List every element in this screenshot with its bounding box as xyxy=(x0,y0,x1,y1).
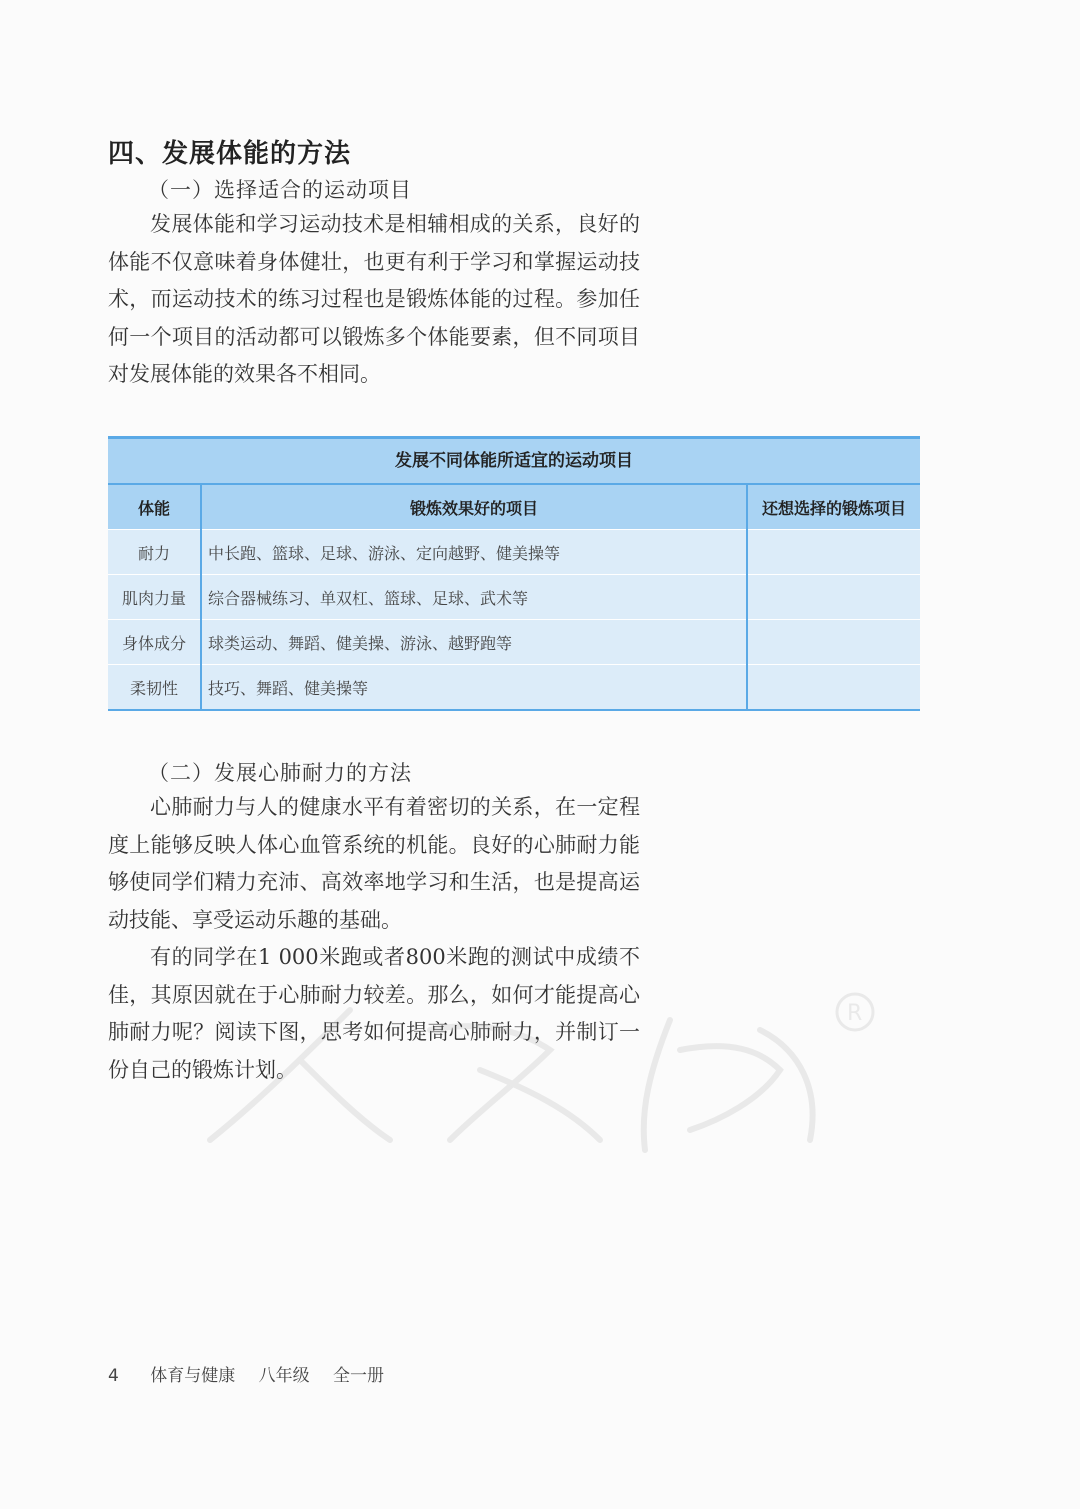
book-title: 体育与健康 xyxy=(150,1366,236,1386)
cell-extra[interactable] xyxy=(747,620,920,665)
cell-fitness: 肌肉力量 xyxy=(108,575,201,620)
cell-fitness: 柔韧性 xyxy=(108,665,201,710)
header-items: 锻炼效果好的项目 xyxy=(201,485,747,530)
page-footer xyxy=(108,1361,402,1386)
table-row xyxy=(108,530,920,575)
subsection-title-1: （一）选择适合的运动项目 xyxy=(148,178,412,202)
cell-items: 技巧、舞蹈、健美操等 xyxy=(201,665,747,710)
paragraph-2: 心肺耐力与人的健康水平有着密切的关系，在一定程度上能够反映人体心血管系统的机能。良好的心肺耐力能够使同学们精力充沛、高效率地学习和生活，也是提高运动技能、享受运动乐趣的基础。 xyxy=(108,795,640,932)
section-title: 四、发展体能的方法 xyxy=(108,139,352,169)
book-grade: 八年级 xyxy=(258,1366,310,1386)
paragraph-1: 发展体能和学习运动技术是相辅相成的关系，良好的体能不仅意味着身体健壮，也更有利于学习和掌握运动技术，而运动技术的练习过程也是锻炼体能的过程。参加任何一个项目的活动都可以锻炼多个体能要素，但不同项目对发展体能的效果各不相同。 xyxy=(108,212,640,386)
table-caption: 发展不同体能所适宜的运动项目 xyxy=(108,439,920,485)
header-extra: 还想选择的锻炼项目 xyxy=(747,485,920,530)
subsection-title-2: （二）发展心肺耐力的方法 xyxy=(148,761,412,785)
cell-items: 球类运动、舞蹈、健美操、游泳、越野跑等 xyxy=(201,620,747,665)
svg-text:R: R xyxy=(847,1001,863,1026)
cell-extra[interactable] xyxy=(747,575,920,620)
cell-items: 中长跑、篮球、足球、游泳、定向越野、健美操等 xyxy=(201,530,747,575)
header-fitness: 体能 xyxy=(108,485,201,530)
cell-extra[interactable] xyxy=(747,665,920,710)
table-grid xyxy=(108,485,920,709)
cell-items: 综合器械练习、单双杠、篮球、足球、武术等 xyxy=(201,575,747,620)
table-row xyxy=(108,620,920,665)
fitness-table xyxy=(108,436,920,711)
cell-extra[interactable] xyxy=(747,530,920,575)
table-header-row xyxy=(108,485,920,530)
page-number: 4 xyxy=(108,1366,119,1386)
table-row xyxy=(108,665,920,710)
cell-fitness: 耐力 xyxy=(108,530,201,575)
table-row xyxy=(108,575,920,620)
book-volume: 全一册 xyxy=(333,1366,385,1386)
cell-fitness: 身体成分 xyxy=(108,620,201,665)
paragraph-3: 有的同学在1 000米跑或者800米跑的测试中成绩不佳，其原因就在于心肺耐力较差。那么，如何才能提高心肺耐力呢？阅读下图，思考如何提高心肺耐力，并制订一份自己的锻炼计划。 xyxy=(108,945,640,1082)
